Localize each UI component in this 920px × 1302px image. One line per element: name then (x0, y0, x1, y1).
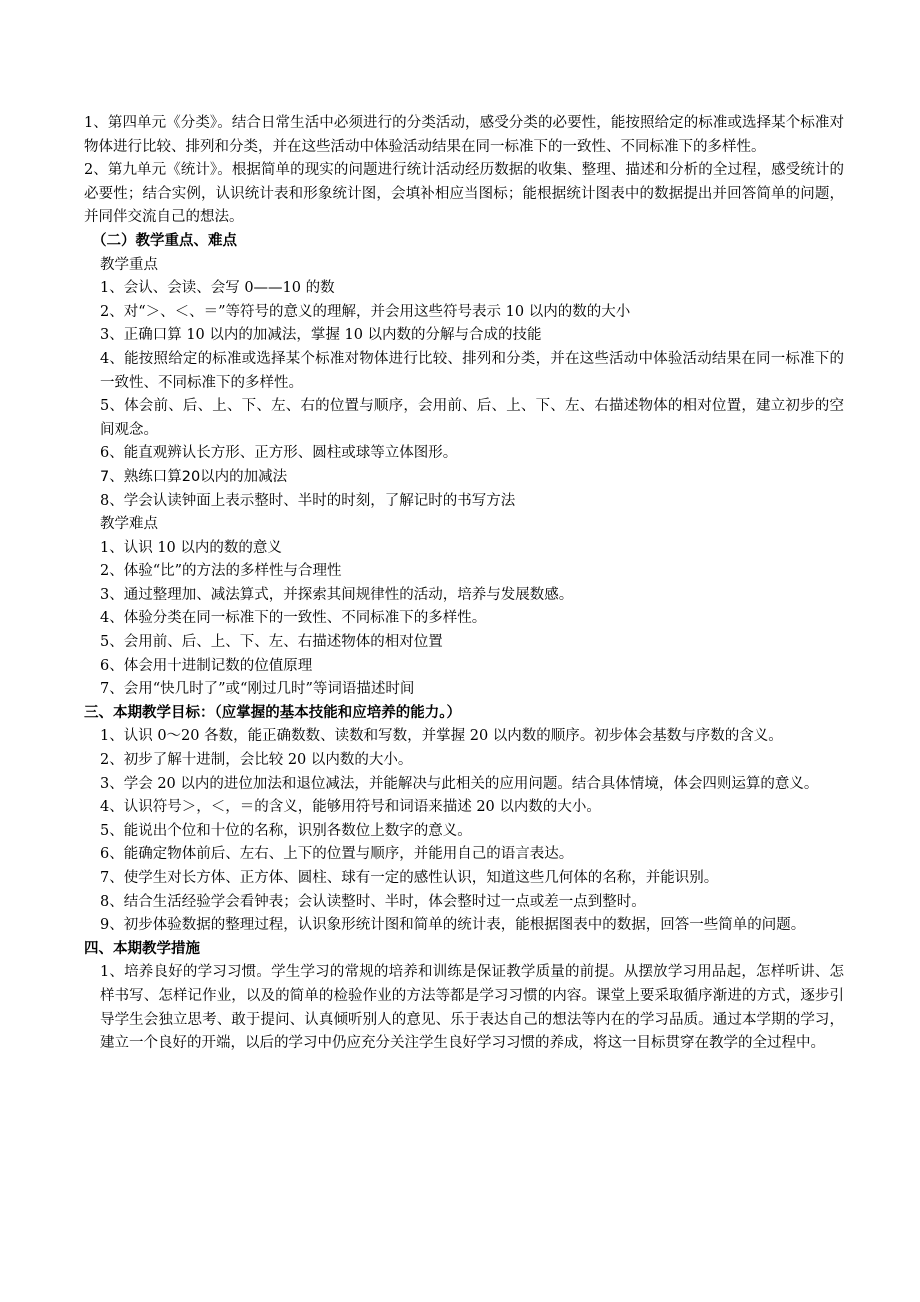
unit9-paragraph: 2、第九单元《统计》。根据简单的现实的问题进行统计活动经历数据的收集、整理、描述和分析的全过程，感受统计的必要性；结合实例，认识统计表和形象统计图，会填补相应当图标；能根据统计图表中的数据提出并回答简单的问题，并同伴交流自己的想法。 (84, 162, 844, 226)
difficult-point: 5、会用前、后、上、下、左、右描述物体的相对位置 (100, 634, 443, 651)
section4-heading: 四、本期教学措施 (84, 940, 200, 957)
unit4-paragraph: 1、第四单元《分类》。结合日常生活中必须进行的分类活动，感受分类的必要性，能按照给定的标准或选择某个标准对物体进行比较、排列和分类，并在这些活动中体验活动结果在同一标准下的一致性、不同标准下的多样性。 (84, 115, 844, 155)
section3-heading: 三、本期教学目标：（应掌握的基本技能和应培养的能力。） (84, 704, 461, 721)
goal-item: 7、使学生对长方体、正方体、圆柱、球有一定的感性认识，知道这些几何体的名称，并能识别。 (100, 870, 719, 886)
goal-item: 5、能说出个位和十位的名称，识别各数位上数字的意义。 (100, 822, 472, 839)
key-point: 7、熟练口算20以内的加减法 (100, 468, 288, 485)
key-point: 1、会认、会读、会写 0——10 的数 (100, 280, 335, 297)
goal-item: 2、初步了解十进制，会比较 20 以内数的大小。 (100, 752, 413, 769)
key-point: 5、体会前、后、上、下、左、右的位置与顺序，会用前、后、上、下、左、右描述物体的相对位置，建立初步的空间观念。 (100, 398, 844, 438)
difficult-point: 6、体会用十进制记数的位值原理 (100, 657, 313, 674)
section2-heading: （二）教学重点、难点 (92, 232, 237, 249)
key-point: 4、能按照给定的标准或选择某个标准对物体进行比较、排列和分类，并在这些活动中体验活动结果在同一标准下的一致性、不同标准下的多样性。 (100, 350, 844, 391)
difficult-points-label: 教学难点 (100, 516, 158, 533)
goal-item: 9、初步体验数据的整理过程，认识象形统计图和简单的统计表，能根据图表中的数据，回答一些简单的问题。 (100, 917, 806, 934)
measure-item: 1、培养良好的学习习惯。学生学习的常规的培养和训练是保证教学质量的前提。从摆放学习用品起，怎样听讲、怎样书写、怎样记作业，以及的简单的检验作业的方法等都是学习习惯的内容。课堂上要采取循序渐进的方式，逐步引导学生会独立思考、敢于提问、认真倾听别人的意见、乐于表达自己的想法等内在的学习品质。通过本学期的学习，建立一个良好的开端，以后的学习中仍应充分关注学生良好学习习惯的养成，将这一目标贯穿在教学的全过程中。 (100, 964, 844, 1052)
goal-item: 1、认识 0～20 各数，能正确数数、读数和写数，并掌握 20 以内数的顺序。初步体会基数与序数的含义。 (100, 728, 783, 745)
key-point: 2、对“＞、＜、＝”等符号的意义的理解，并会用这些符号表示 10 以内的数的大小 (100, 303, 631, 320)
difficult-point: 3、通过整理加、减法算式，并探索其间规律性的活动，培养与发展数感。 (100, 586, 574, 603)
key-point: 8、学会认读钟面上表示整时、半时的时刻，了解记时的书写方法 (100, 492, 516, 509)
difficult-point: 4、体验分类在同一标准下的一致性、不同标准下的多样性。 (100, 610, 487, 627)
difficult-point: 1、认识 10 以内的数的意义 (100, 539, 282, 556)
goal-item: 6、能确定物体前后、左右、上下的位置与顺序，并能用自己的语言表达。 (100, 846, 574, 863)
document-page (84, 112, 844, 1056)
difficult-point: 2、体验“比”的方法的多样性与合理性 (100, 563, 342, 580)
goal-item: 8、结合生活经验学会看钟表；会认读整时、半时，体会整时过一点或差一点到整时。 (100, 893, 646, 910)
key-point: 3、正确口算 10 以内的加减法，掌握 10 以内数的分解与合成的技能 (100, 327, 542, 344)
key-points-label: 教学重点 (100, 256, 158, 273)
key-point: 6、能直观辨认长方形、正方形、圆柱或球等立体图形。 (100, 445, 458, 462)
difficult-point: 7、会用“快几时了”或“刚过几时”等词语描述时间 (100, 681, 415, 698)
goal-item: 4、认识符号＞，＜，＝的含义，能够用符号和词语来描述 20 以内数的大小。 (100, 799, 601, 816)
goal-item: 3、学会 20 以内的进位加法和退位减法，并能解决与此相关的应用问题。结合具体情境，体会四则运算的意义。 (100, 775, 819, 792)
